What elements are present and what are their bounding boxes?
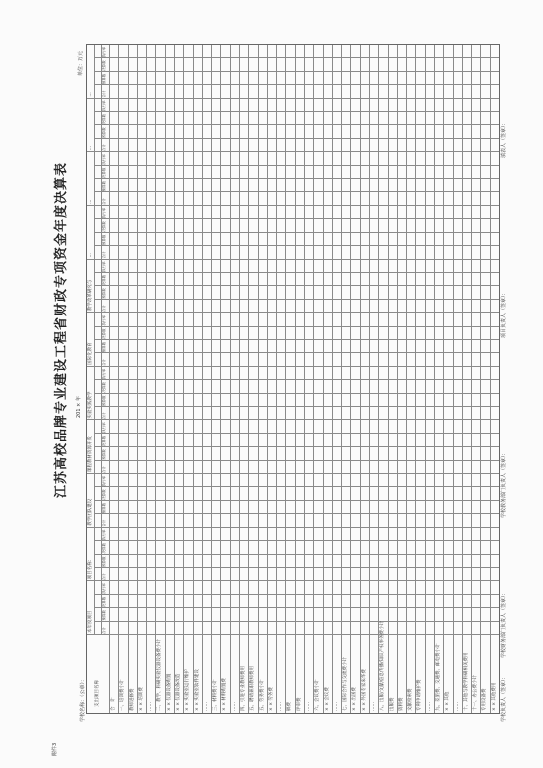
- school-name-label: 学校名称：（公章）：: [80, 676, 86, 722]
- col-header: 预算数: [102, 234, 106, 246]
- col-header: 执行率: [102, 100, 106, 112]
- row-label: × × 外国专家来华费: [361, 669, 367, 711]
- unit-label: 单位：万元: [78, 51, 84, 77]
- row-line: [285, 45, 286, 713]
- row-line: [267, 45, 268, 713]
- row-label: 一、培训费小计: [120, 679, 126, 711]
- row-line: [453, 45, 454, 713]
- row-line: [248, 45, 249, 713]
- row-line: [137, 45, 138, 713]
- row-line: [350, 45, 351, 713]
- row-line: [193, 45, 194, 713]
- row-label: ……: [454, 702, 460, 711]
- col-header: 预算数: [102, 73, 106, 85]
- col-header: 合计: [102, 466, 106, 474]
- col-header: 预算数: [102, 502, 106, 514]
- row-label: ……: [148, 702, 154, 711]
- col-header: 执行率: [102, 583, 106, 594]
- col-header: 决算数: [102, 221, 106, 232]
- col-header: 决算数: [102, 543, 106, 554]
- band-header: ...: [88, 199, 93, 204]
- row-label: 八、出版/文献/信息传播/知识产权事务费小计: [380, 620, 386, 711]
- row-label: × × 仪器设备购置: [166, 673, 172, 711]
- row-line: [332, 45, 333, 713]
- band-header: 本年度项目: [88, 610, 93, 633]
- row-line: [276, 45, 277, 713]
- row-label: 文献检索费: [408, 688, 414, 711]
- row-label: × × 仪器设备改造: [176, 673, 181, 711]
- row-line: [369, 45, 370, 713]
- row-label: 十、其他与教学科研相关费用: [463, 652, 469, 711]
- row-line: [220, 45, 221, 713]
- band-header: 教学团队建设: [88, 498, 93, 526]
- col-line: [87, 151, 499, 152]
- row-label: 专利申请维护费: [417, 679, 423, 711]
- row-line: [202, 45, 203, 713]
- row-label: 十一、办公费小计: [473, 675, 479, 711]
- row-line: [378, 45, 379, 713]
- row-line: [295, 45, 296, 713]
- col-header: 决算数: [102, 596, 106, 608]
- form-title: 江苏高校品牌专业建设工程省财政专项资金年度决算表: [54, 161, 69, 498]
- row-line: [406, 45, 407, 713]
- row-label: 七、国际合作与交流费小计: [343, 657, 349, 711]
- year-label: 201 × 年: [76, 396, 82, 418]
- col-header: 执行率: [102, 261, 106, 272]
- col-header: 决算数: [102, 167, 106, 179]
- col-header: 执行率: [102, 207, 106, 219]
- col-line: [87, 98, 499, 99]
- row-label: 合 计: [111, 697, 116, 711]
- col-line: [87, 312, 499, 313]
- row-line: [174, 45, 175, 713]
- row-line: [146, 45, 147, 713]
- row-label: ……: [278, 702, 284, 711]
- row-line: [471, 45, 472, 713]
- row-line: [397, 45, 398, 713]
- col-header: 预算数: [102, 181, 106, 192]
- col-header: 执行率: [102, 476, 106, 487]
- row-label: 资料费: [398, 697, 404, 711]
- row-label: ……: [231, 702, 237, 711]
- row-label: 九、差旅费、交通费、邮电费小计: [436, 643, 441, 711]
- col-header: 合计: [102, 412, 106, 420]
- header-band-line: [94, 45, 95, 635]
- col-header: 合计: [102, 144, 106, 152]
- col-header: 预算数: [102, 449, 106, 460]
- row-line: [462, 45, 463, 713]
- col-header: 合计: [102, 519, 106, 527]
- row-label: 五、劳务费小计: [259, 679, 265, 711]
- col-line: [87, 420, 499, 421]
- row-label: 教师进修费: [129, 688, 135, 711]
- band-header: 课程教材资源开发: [88, 436, 93, 473]
- col-header: 预算数: [102, 341, 106, 353]
- row-label: × × 实验室运行维护: [185, 669, 191, 711]
- col-header: 预算数: [102, 395, 106, 407]
- row-label: ……: [426, 702, 432, 711]
- col-line: [87, 473, 499, 474]
- row-label: ……: [306, 702, 311, 711]
- col-line: [87, 259, 499, 260]
- row-label: × × 实验室软件建设: [194, 669, 200, 711]
- row-label: 五、聘请兼职教师费用: [250, 666, 256, 711]
- row-line: [304, 45, 305, 713]
- col-header: 合计: [102, 305, 106, 313]
- band-header: ...: [88, 92, 93, 97]
- row-line: [323, 45, 324, 713]
- academic-head-signature: 学校教务部门负责人（签章）：: [501, 450, 507, 518]
- col-line: [87, 527, 499, 528]
- row-label: × × 劳务费: [268, 687, 274, 711]
- row-label: × × 其他费用: [491, 682, 497, 711]
- band-header: ...: [88, 145, 93, 151]
- row-label: × × 会议费: [324, 687, 330, 711]
- row-label: 六、会议费小计: [315, 679, 321, 711]
- first-col-line: [87, 634, 499, 635]
- col-header: 执行率: [102, 368, 106, 380]
- row-label: 四、引进专业教师费用: [241, 666, 246, 711]
- col-header: 执行率: [102, 154, 106, 165]
- col-header: 决算数: [102, 489, 106, 500]
- row-label: ……: [333, 702, 339, 711]
- row-label: 出版费: [389, 697, 395, 711]
- row-label: × × 出国费: [352, 687, 358, 711]
- row-label: 评审费: [296, 697, 302, 711]
- col-header: 预算数: [102, 610, 106, 621]
- band-header: 实验实践教学: [88, 391, 93, 419]
- row-label: 稿费: [287, 702, 293, 711]
- col-header: 预算数: [102, 556, 106, 567]
- row-line: [388, 45, 389, 713]
- col-header: 决算数: [102, 113, 106, 125]
- col-header: 决算数: [102, 328, 106, 339]
- budget-table: [86, 44, 500, 714]
- col-header: 决算数: [102, 274, 106, 286]
- row-line: [434, 45, 435, 713]
- col-line: [87, 366, 499, 367]
- col-header: 执行率: [102, 46, 106, 58]
- row-label: 三、材料费小计: [213, 679, 219, 711]
- row-line: [425, 45, 426, 713]
- row-label: 专用设备费: [482, 688, 488, 711]
- row-line: [239, 45, 240, 713]
- row-label: 二、教学、科研实验仪器设备费小计: [157, 639, 163, 711]
- row-label: ……: [371, 702, 376, 711]
- row-line: [230, 45, 231, 713]
- col-header: 决算数: [102, 382, 106, 393]
- col-header: 合计: [102, 627, 106, 634]
- row-line: [155, 45, 156, 713]
- row-line: [128, 45, 129, 713]
- col-header: 执行率: [102, 529, 106, 541]
- row-line: [341, 45, 342, 713]
- row-line: [313, 45, 314, 713]
- col-header: 预算数: [102, 288, 106, 299]
- col-header: 决算数: [102, 435, 106, 447]
- band-header: ...: [88, 253, 93, 258]
- row-label: × × 培训费: [138, 687, 144, 711]
- col-line: [87, 581, 499, 582]
- finance-head-signature: 学校财务部门负责人（签章）：: [501, 590, 507, 658]
- band-header: 教学改革研究与: [88, 279, 93, 312]
- col-header: 执行率: [102, 315, 106, 326]
- row-line: [480, 45, 481, 713]
- row-line: [118, 45, 119, 713]
- row-line: [360, 45, 361, 713]
- col-header: 执行率: [102, 422, 106, 433]
- row-line: [415, 45, 416, 713]
- row-line: [165, 45, 166, 713]
- col-header: 合计: [102, 358, 106, 366]
- col-line: [87, 205, 499, 206]
- row-label: × × 其他: [445, 691, 451, 711]
- row-line: [443, 45, 444, 713]
- row-line: [258, 45, 259, 713]
- row-label: ……: [203, 702, 209, 711]
- col-header: 合计: [102, 251, 106, 259]
- project-head-signature: 项目负责人（签章）：: [501, 290, 507, 338]
- col-header: 决算数: [102, 60, 106, 71]
- col-header: 合计: [102, 573, 106, 581]
- col-header: 预算数: [102, 127, 106, 138]
- band-header: 国际化教育: [88, 342, 93, 365]
- row-line: [490, 45, 491, 713]
- preparer-signature: 填表人（签章）：: [501, 120, 507, 158]
- school-head-signature: 学校负责人（签章）：: [501, 674, 507, 722]
- row-line: [211, 45, 212, 713]
- col-header: 合计: [102, 90, 106, 98]
- corner-header: 支出项目名称: [95, 680, 100, 707]
- rotated-form: [52, 43, 509, 756]
- annex-label: 附件3: [52, 742, 58, 756]
- band-header: 项目名称：: [88, 556, 93, 580]
- col-header: 合计: [102, 197, 106, 205]
- row-label: × × 材料购置费: [222, 678, 228, 711]
- row-line: [183, 45, 184, 713]
